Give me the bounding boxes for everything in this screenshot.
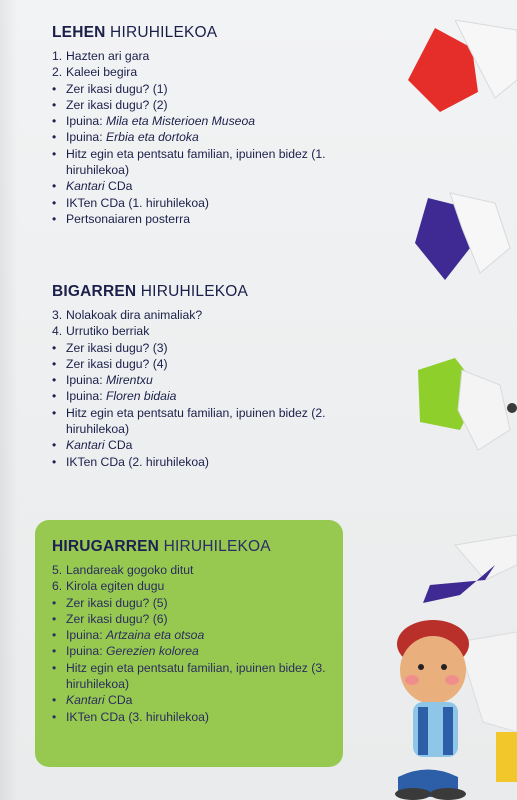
- item-text: Zer ikasi dugu? (1): [66, 81, 168, 96]
- list-item: [52, 595, 342, 611]
- list-item: [52, 340, 342, 356]
- title-strong: HIRUGARREN: [52, 538, 160, 555]
- red-pentagon-tab-icon: [400, 20, 517, 120]
- list-item: [52, 195, 342, 211]
- title-rest: HIRUHILEKOA: [105, 24, 218, 41]
- italic-title-text: Kantari: [66, 438, 105, 453]
- purple-folded-tab-icon: [415, 525, 517, 610]
- list-item: [52, 81, 342, 97]
- item-text: CDa: [104, 693, 133, 708]
- number-marker: 4.: [52, 324, 63, 339]
- list-item: [52, 64, 342, 80]
- number-marker: 3.: [52, 308, 63, 322]
- purple-pentagon-tab-icon: [400, 188, 517, 288]
- list-item: [52, 178, 342, 194]
- section-title: [52, 283, 342, 301]
- item-text: Zer ikasi dugu? (2): [66, 97, 168, 112]
- item-text: Zer ikasi dugu? (5): [66, 595, 168, 610]
- italic-title-text: Gerezien kolorea: [105, 644, 199, 659]
- second-term-section: [52, 283, 342, 470]
- bullet-marker: •: [52, 130, 57, 145]
- list-item: [52, 211, 342, 227]
- number-marker: 6.: [52, 579, 63, 594]
- first-term-section: [52, 24, 342, 227]
- item-text: Kirola egiten dugu: [66, 579, 165, 594]
- item-text: Ipuina:: [66, 628, 106, 643]
- item-text: Ipuina:: [66, 114, 106, 129]
- list-item: [52, 627, 342, 643]
- bullet-marker: •: [52, 454, 57, 469]
- bullet-marker: •: [52, 644, 57, 659]
- list-item: [52, 48, 342, 64]
- list-item: [52, 454, 342, 470]
- section-title: [52, 24, 342, 42]
- item-text: CDa: [104, 179, 133, 194]
- list-item: [52, 692, 342, 708]
- title-strong: LEHEN: [52, 24, 106, 41]
- list-item: [52, 307, 342, 323]
- list-item: [52, 405, 342, 438]
- content-list: [52, 48, 342, 227]
- item-text: Hitz egin eta pentsatu familian, ipuinen bidez (2. hiruhilekoa): [66, 405, 326, 437]
- list-item: [52, 709, 342, 725]
- bullet-marker: •: [52, 373, 57, 388]
- italic-title-text: Mirentxu: [105, 373, 153, 388]
- bullet-marker: •: [52, 595, 57, 610]
- bullet-marker: •: [52, 611, 57, 626]
- item-text: Zer ikasi dugu? (4): [66, 356, 168, 371]
- item-text: Landareak gogoko ditut: [66, 563, 194, 577]
- list-item: [52, 97, 342, 113]
- italic-title-text: Kantari: [66, 179, 105, 194]
- bullet-marker: •: [52, 405, 57, 420]
- italic-title-text: Artzaina eta otsoa: [105, 628, 205, 643]
- list-item: [52, 356, 342, 372]
- title-rest: HIRUHILEKOA: [136, 283, 249, 300]
- binding-shadow: [0, 0, 18, 800]
- number-marker: 2.: [52, 65, 63, 80]
- number-marker: 1.: [52, 49, 63, 63]
- item-text: Pertsonaiaren posterra: [66, 211, 190, 226]
- section-title: [52, 538, 342, 556]
- list-item: [52, 146, 342, 179]
- item-text: IKTen CDa (1. hiruhilekoa): [66, 195, 209, 210]
- list-item: [52, 388, 342, 404]
- bullet-marker: •: [52, 693, 57, 708]
- bullet-marker: •: [52, 438, 57, 453]
- italic-title-text: Floren bidaia: [105, 389, 177, 404]
- number-marker: 5.: [52, 563, 63, 577]
- bullet-marker: •: [52, 211, 57, 226]
- list-item: [52, 323, 342, 339]
- item-text: IKTen CDa (2. hiruhilekoa): [66, 454, 209, 469]
- list-item: [52, 437, 342, 453]
- content-list: [52, 307, 342, 470]
- list-item: [52, 113, 342, 129]
- list-item: [52, 660, 342, 693]
- item-text: IKTen CDa (3. hiruhilekoa): [66, 709, 209, 724]
- bullet-marker: •: [52, 356, 57, 371]
- list-item: [52, 372, 342, 388]
- item-text: Ipuina:: [66, 389, 106, 404]
- italic-title-text: Erbia eta dortoka: [105, 130, 199, 145]
- italic-title-text: Mila eta Misterioen Museoa: [105, 114, 256, 129]
- content-list: [52, 562, 342, 725]
- list-item: [52, 578, 342, 594]
- item-text: Zer ikasi dugu? (6): [66, 611, 168, 626]
- item-text: Hitz egin eta pentsatu familian, ipuinen bidez (1. hiruhilekoa): [66, 146, 326, 178]
- list-item: [52, 562, 342, 578]
- child-character-illustration: [388, 612, 517, 800]
- bullet-marker: •: [52, 179, 57, 194]
- item-text: CDa: [104, 438, 133, 453]
- bullet-marker: •: [52, 97, 57, 112]
- list-item: [52, 643, 342, 659]
- third-term-section: [52, 538, 342, 725]
- item-text: Ipuina:: [66, 644, 106, 659]
- list-item: [52, 129, 342, 145]
- bullet-marker: •: [52, 389, 57, 404]
- item-text: Ipuina:: [66, 373, 106, 388]
- bullet-marker: •: [52, 81, 57, 96]
- item-text: Zer ikasi dugu? (3): [66, 340, 168, 355]
- item-text: Hazten ari gara: [66, 49, 150, 63]
- bullet-marker: •: [52, 195, 57, 210]
- list-item: [52, 611, 342, 627]
- title-strong: BIGARREN: [52, 283, 137, 300]
- title-rest: HIRUHILEKOA: [159, 538, 271, 555]
- bullet-marker: •: [52, 709, 57, 724]
- item-text: Ipuina:: [66, 130, 106, 145]
- bullet-marker: •: [52, 146, 57, 161]
- italic-title-text: Kantari: [66, 693, 105, 708]
- bullet-marker: •: [52, 660, 57, 675]
- item-text: Urrutiko berriak: [66, 324, 150, 339]
- item-text: Kaleei begira: [66, 65, 138, 80]
- bullet-marker: •: [52, 628, 57, 643]
- item-text: Nolakoak dira animaliak?: [66, 308, 203, 322]
- bullet-marker: •: [52, 114, 57, 129]
- bullet-marker: •: [52, 340, 57, 355]
- item-text: Hitz egin eta pentsatu familian, ipuinen bidez (3. hiruhilekoa): [66, 660, 326, 692]
- green-pentagon-tab-icon: [400, 350, 517, 460]
